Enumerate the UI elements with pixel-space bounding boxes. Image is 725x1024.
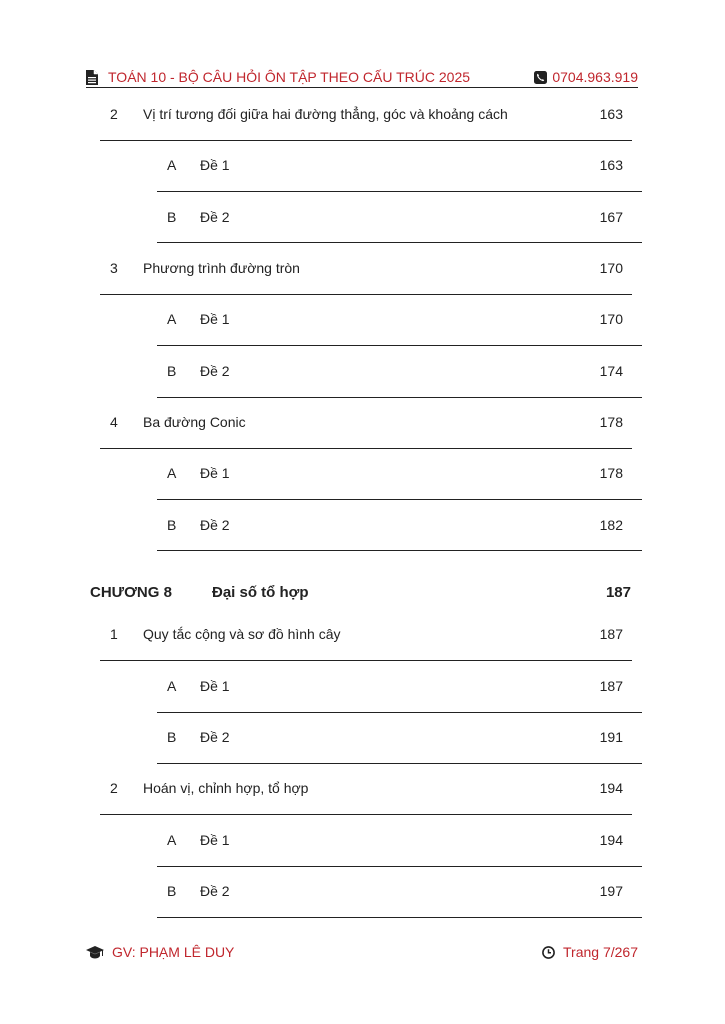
toc-title: Đề 1 — [200, 678, 230, 694]
toc-page: 187 — [599, 626, 623, 642]
footer-page-number: Trang 7/267 — [563, 944, 638, 960]
section-divider — [100, 814, 632, 815]
header-right — [534, 69, 638, 85]
subsection-divider — [157, 763, 642, 764]
subsection-divider — [157, 917, 642, 918]
toc-letter: B — [167, 363, 177, 379]
toc-title: Hoán vị, chỉnh hợp, tổ hợp — [143, 780, 309, 796]
section-divider — [100, 140, 632, 141]
toc-subsection-row[interactable] — [157, 361, 642, 381]
toc-title: Đề 1 — [200, 311, 230, 327]
toc-title: Đề 2 — [200, 363, 230, 379]
toc-page: 170 — [599, 260, 623, 276]
toc-section-row[interactable] — [100, 624, 632, 644]
subsection-divider — [157, 866, 642, 867]
header-left — [86, 69, 470, 85]
toc-page: 163 — [599, 106, 623, 122]
toc-page: 197 — [599, 883, 623, 899]
toc-title: Đề 2 — [200, 883, 230, 899]
toc-page: 178 — [599, 465, 623, 481]
toc-section-row[interactable] — [100, 104, 632, 124]
toc-title: Đề 1 — [200, 157, 230, 173]
toc-letter: B — [167, 729, 177, 745]
toc-section-row[interactable] — [100, 778, 632, 798]
graduation-cap-icon — [86, 946, 104, 959]
toc-subsection-row[interactable] — [157, 309, 642, 329]
page-header — [86, 67, 638, 88]
toc-page: 182 — [599, 517, 623, 533]
toc-page: 178 — [599, 414, 623, 430]
toc-subsection-row[interactable] — [157, 830, 642, 850]
toc-letter: B — [167, 517, 177, 533]
toc-subsection-row[interactable] — [157, 155, 642, 175]
footer-teacher: GV: PHẠM LÊ DUY — [112, 944, 235, 960]
toc-title: Quy tắc cộng và sơ đồ hình cây — [143, 626, 341, 642]
toc-subsection-row[interactable] — [157, 676, 642, 696]
subsection-divider — [157, 242, 642, 243]
toc-title: Phương trình đường tròn — [143, 260, 300, 276]
toc-subsection-row[interactable] — [157, 463, 642, 483]
toc-number: 4 — [110, 414, 118, 430]
clock-icon — [542, 946, 555, 959]
toc-number: 1 — [110, 626, 118, 642]
toc-letter: A — [167, 832, 177, 848]
header-phone: 0704.963.919 — [552, 69, 638, 85]
toc-title: Đề 1 — [200, 465, 230, 481]
toc-page: 191 — [599, 729, 623, 745]
toc-title: Đề 2 — [200, 517, 230, 533]
subsection-divider — [157, 550, 642, 551]
toc-letter: A — [167, 678, 177, 694]
subsection-divider — [157, 397, 642, 398]
chapter-label: CHƯƠNG 8 — [90, 584, 172, 601]
subsection-divider — [157, 712, 642, 713]
subsection-divider — [157, 499, 642, 500]
toc-section-row[interactable] — [100, 412, 632, 432]
toc-page: 167 — [599, 209, 623, 225]
toc-letter: B — [167, 883, 177, 899]
toc-page: 194 — [599, 780, 623, 796]
toc-title: Đề 2 — [200, 729, 230, 745]
toc-letter: A — [167, 157, 177, 173]
toc-title: Ba đường Conic — [143, 414, 246, 430]
footer-right — [542, 944, 638, 960]
toc-letter: A — [167, 465, 177, 481]
toc-page: 170 — [599, 311, 623, 327]
toc-letter: B — [167, 209, 177, 225]
toc-title: Đề 2 — [200, 209, 230, 225]
header-title: TOÁN 10 - BỘ CÂU HỎI ÔN TẬP THEO CẤU TRÚC 2025 — [108, 69, 471, 85]
toc-subsection-row[interactable] — [157, 727, 642, 747]
toc-section-row[interactable] — [100, 258, 632, 278]
toc-page: 187 — [599, 678, 623, 694]
toc-number: 2 — [110, 780, 118, 796]
chapter-page: 187 — [605, 584, 631, 601]
subsection-divider — [157, 191, 642, 192]
section-divider — [100, 448, 632, 449]
chapter-heading[interactable] — [90, 584, 632, 606]
toc-subsection-row[interactable] — [157, 515, 642, 535]
toc-subsection-row[interactable] — [157, 881, 642, 901]
footer-left — [86, 944, 234, 960]
page-footer — [86, 942, 638, 962]
subsection-divider — [157, 345, 642, 346]
section-divider — [100, 294, 632, 295]
toc-subsection-row[interactable] — [157, 207, 642, 227]
phone-icon — [534, 71, 547, 84]
toc-number: 2 — [110, 106, 118, 122]
toc-title: Đề 1 — [200, 832, 230, 848]
chapter-title: Đại số tổ hợp — [212, 584, 309, 601]
toc-page: 174 — [599, 363, 623, 379]
toc-page: 194 — [599, 832, 623, 848]
toc-title: Vị trí tương đối giữa hai đường thẳng, góc và khoảng cách — [143, 106, 508, 122]
toc-letter: A — [167, 311, 177, 327]
toc-page: 163 — [599, 157, 623, 173]
toc-number: 3 — [110, 260, 118, 276]
document-icon — [86, 70, 98, 85]
section-divider — [100, 660, 632, 661]
